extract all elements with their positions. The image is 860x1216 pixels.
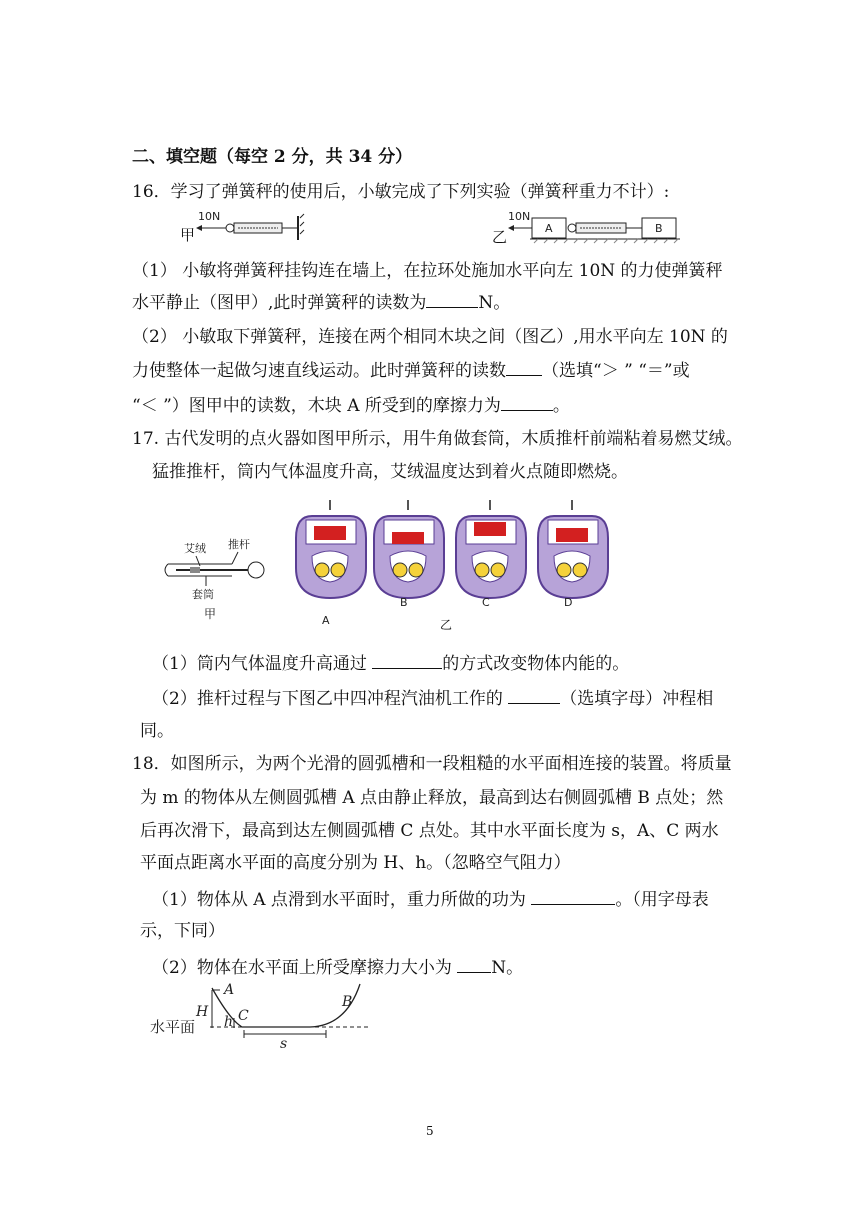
q16-p1-blank[interactable]: [426, 291, 478, 308]
q16-yi-force-label: 10N: [508, 210, 531, 223]
q16-block-a: A: [545, 222, 553, 235]
stroke-diagram-c: [456, 500, 526, 609]
stroke-label-a: A: [322, 614, 330, 627]
stroke-diagram-d: [538, 500, 608, 609]
q17-tao-tong-label: 套筒: [192, 588, 214, 601]
q16-p2-line2: 力使整体一起做匀速直线运动。此时弹簧秤的读数 （选填“＞ ” “＝”或: [132, 361, 690, 381]
q16-p1-line2: 水平静止（图甲）,此时弹簧秤的读数为 N。: [132, 293, 511, 313]
q16-p2-line3: “＜ ”）图甲中的读数，木块 A 所受到的摩擦力为 。: [132, 396, 570, 416]
q18-figure: [150, 980, 380, 1050]
stroke-diagram-a: [296, 500, 366, 627]
q18-s-label: s: [280, 1036, 288, 1050]
q18-h-label: h: [224, 1014, 234, 1030]
q18-p1-blank[interactable]: [531, 888, 615, 905]
stroke-label-c: C: [482, 596, 490, 609]
q18-B-label: B: [342, 994, 353, 1010]
q16-yi-label: 乙: [492, 228, 508, 246]
q18-stem3: 后再次滑下，最高到达左侧圆弧槽 C 点处。其中水平面长度为 s，A、C 两水: [140, 821, 719, 841]
q16-p1-line1: （1） 小敏将弹簧秤挂钩连在墙上，在拉环处施加水平向左 10N 的力使弹簧秤: [132, 261, 723, 281]
section-title: 二、填空题（每空 2 分，共 34 分）: [132, 147, 413, 167]
q16-stem: 16．学习了弹簧秤的使用后，小敏完成了下列实验（弹簧秤重力不计）:: [132, 182, 670, 202]
q18-ground-label: 水平面: [150, 1018, 196, 1036]
q17-tui-gan-label: 推杆: [228, 538, 250, 551]
q18-stem4: 平面点距离水平面的高度分别为 H、h。（忽略空气阻力）: [140, 853, 571, 873]
q16-figure-jia: [176, 208, 316, 244]
q16-p2-blank1[interactable]: [506, 359, 542, 376]
q18-p2: （2）物体在水平面上所受摩擦力大小为 N。: [152, 958, 524, 978]
q16-block-b: B: [655, 222, 663, 235]
q16-figure-yi: [490, 208, 690, 246]
q17-p2: （2）推杆过程与下图乙中四冲程汽油机工作的 （选填字母）冲程相: [152, 689, 714, 709]
q18-stem1: 18．如图所示，为两个光滑的圆弧槽和一段粗糙的水平面相连接的装置。将质量: [132, 754, 732, 774]
stroke-diagram-b: [374, 500, 444, 609]
q17-jia-label: 甲: [204, 607, 217, 621]
q17-figure-jia: [162, 534, 272, 626]
q18-H-label: H: [196, 1004, 209, 1020]
stroke-label-d: D: [564, 596, 573, 609]
q17-p2-cont: 同。: [140, 721, 174, 741]
q18-p1: （1）物体从 A 点滑到水平面时，重力所做的功为 。（用字母表: [152, 890, 709, 910]
q16-jia-label: 甲: [180, 226, 196, 244]
q18-stem2: 为 m 的物体从左侧圆弧槽 A 点由静止释放，最高到达右侧圆弧槽 B 点处；然: [140, 788, 724, 808]
q17-stem1: 17. 古代发明的点火器如图甲所示，用牛角做套筒，木质推杆前端粘着易燃艾绒。: [132, 429, 743, 449]
q17-p1: （1）筒内气体温度升高通过 的方式改变物体内能的。: [152, 654, 630, 674]
q16-jia-force-label: 10N: [198, 210, 221, 223]
q17-yi-label: 乙: [440, 618, 453, 632]
q18-p1-cont: 示，下同）: [140, 921, 225, 941]
q17-figure-yi: [290, 498, 630, 630]
q16-p2-blank2[interactable]: [501, 394, 553, 411]
q18-p2-blank[interactable]: [457, 956, 491, 973]
q17-p1-blank[interactable]: [372, 652, 442, 669]
q17-ai-rong-label: 艾绒: [184, 542, 206, 555]
q18-C-label: C: [238, 1008, 249, 1024]
q16-p2-line1: （2） 小敏取下弹簧秤，连接在两个相同木块之间（图乙）,用水平向左 10N 的: [132, 327, 728, 347]
stroke-label-b: B: [400, 596, 408, 609]
q18-A-label: A: [224, 982, 235, 998]
q17-stem2: 猛推推杆，筒内气体温度升高，艾绒温度达到着火点随即燃烧。: [152, 462, 628, 482]
q17-p2-blank[interactable]: [508, 687, 560, 704]
page-number: 5: [426, 1124, 434, 1138]
